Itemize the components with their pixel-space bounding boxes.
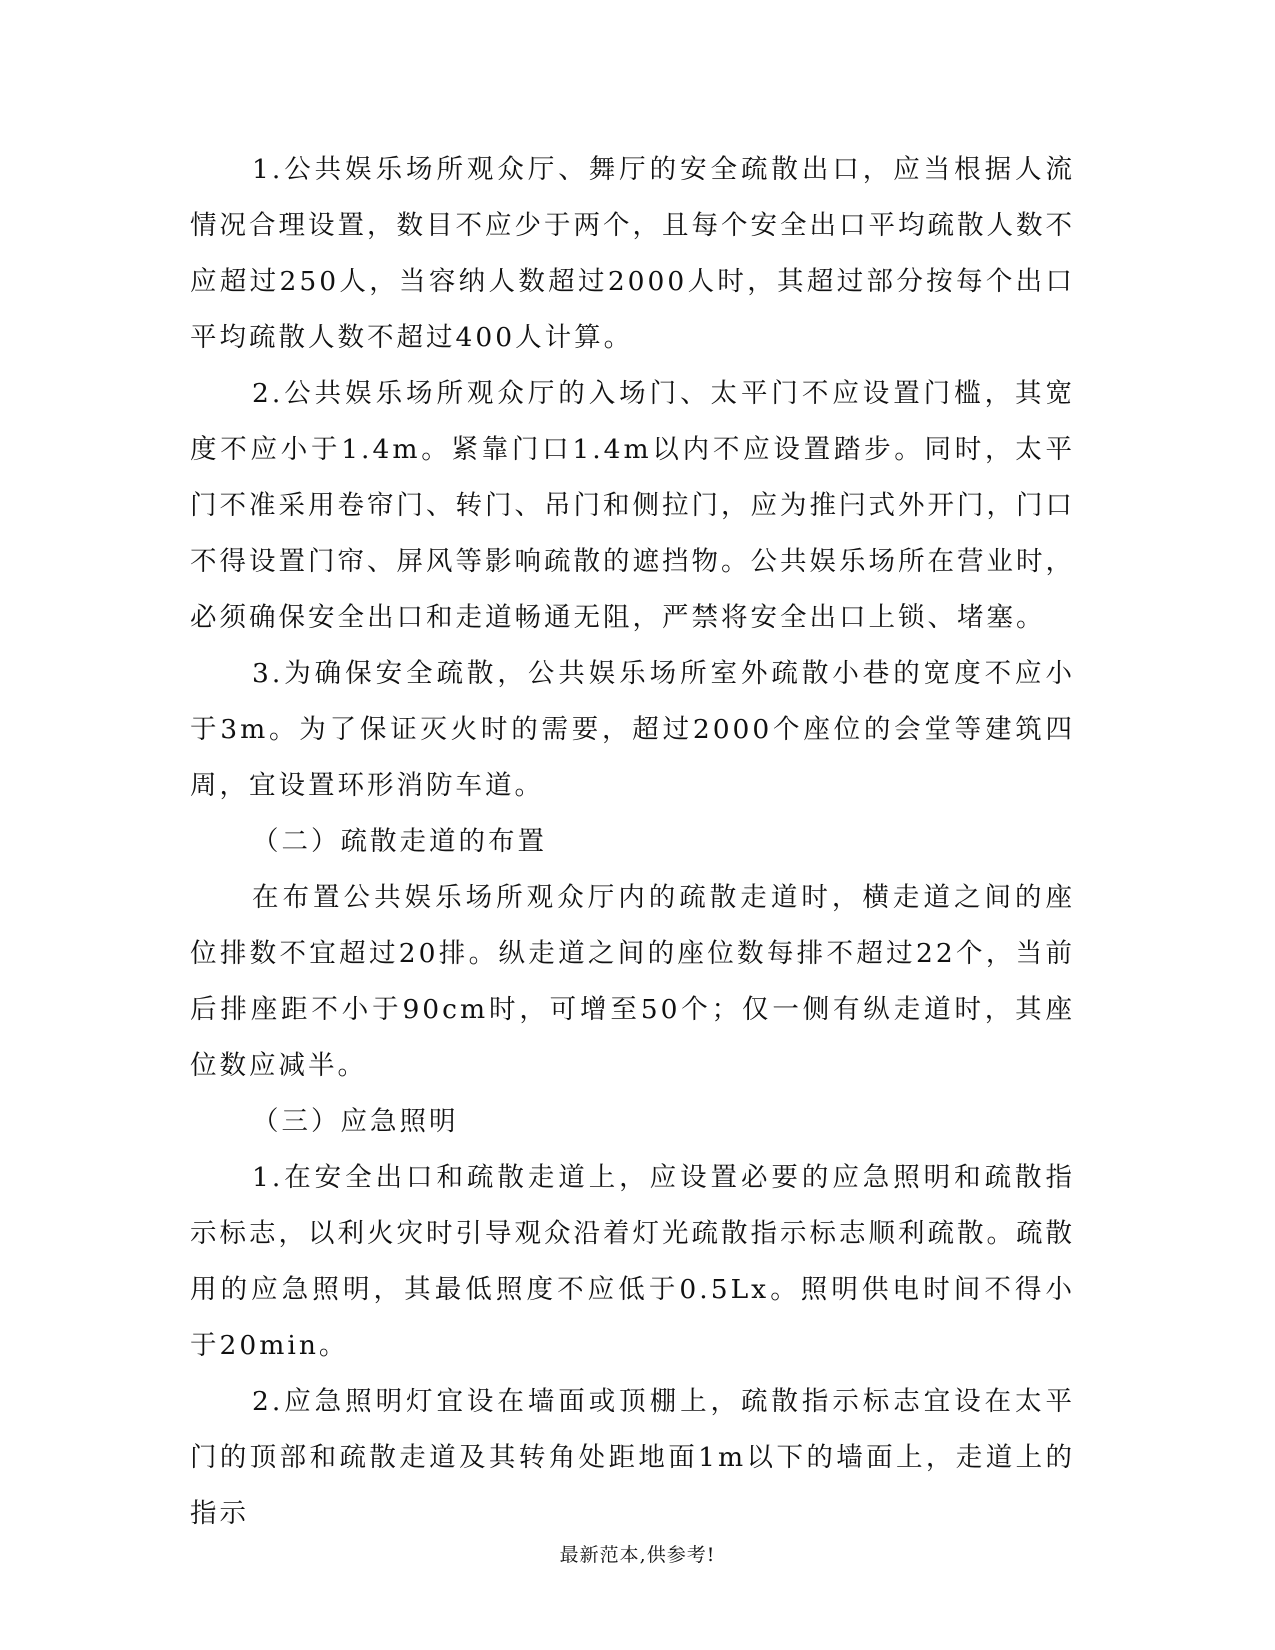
section-heading-emergency-lighting: （三）应急照明 [252, 1106, 459, 1137]
paragraph-outdoor-lane: 3.为确保安全疏散，公共娱乐场所室外疏散小巷的宽度不应小于3m。为了保证灭火时的需要，超过2000个座位的会堂等建筑四周，宜设置环形消防车道。 [190, 658, 1075, 801]
paragraph-door-width: 2.公共娱乐场所观众厅的入场门、太平门不应设置门槛，其宽度不应小于1.4m。紧靠门口1.4m以内不应设置踏步。同时，太平门不准采用卷帘门、转门、吊门和侧拉门，应为推闩式外开门，门口不得设置门帘、屏风等影响疏散的遮挡物。公共娱乐场所在营业时，必须确保安全出口和走道畅通无阻，严禁将安全出口上锁、堵塞。 [190, 378, 1075, 633]
paragraph-lighting-placement: 2.应急照明灯宜设在墙面或顶棚上，疏散指示标志宜设在太平门的顶部和疏散走道及其转角处距地面1m以下的墙面上，走道上的指示 [190, 1386, 1075, 1529]
page-footer: 最新范本,供参考! [559, 1544, 716, 1566]
paragraph-exits-count: 1.公共娱乐场所观众厅、舞厅的安全疏散出口，应当根据人流情况合理设置，数目不应少于两个，且每个安全出口平均疏散人数不应超过250人，当容纳人数超过2000人时，其超过部分按每个出口平均疏散人数不超过400人计算。 [190, 154, 1075, 353]
document-body [190, 142, 1075, 1542]
section-heading-aisles: （二）疏散走道的布置 [252, 826, 547, 857]
paragraph-lighting-signs: 1.在安全出口和疏散走道上，应设置必要的应急照明和疏散指示标志，以利火灾时引导观众沿着灯光疏散指示标志顺利疏散。疏散用的应急照明，其最低照度不应低于0.5Lx。照明供电时间不得小于20min。 [190, 1162, 1075, 1361]
paragraph-aisle-layout: 在布置公共娱乐场所观众厅内的疏散走道时，横走道之间的座位排数不宜超过20排。纵走道之间的座位数每排不超过22个，当前后排座距不小于90cm时，可增至50个；仅一侧有纵走道时，其座位数应减半。 [190, 882, 1075, 1081]
